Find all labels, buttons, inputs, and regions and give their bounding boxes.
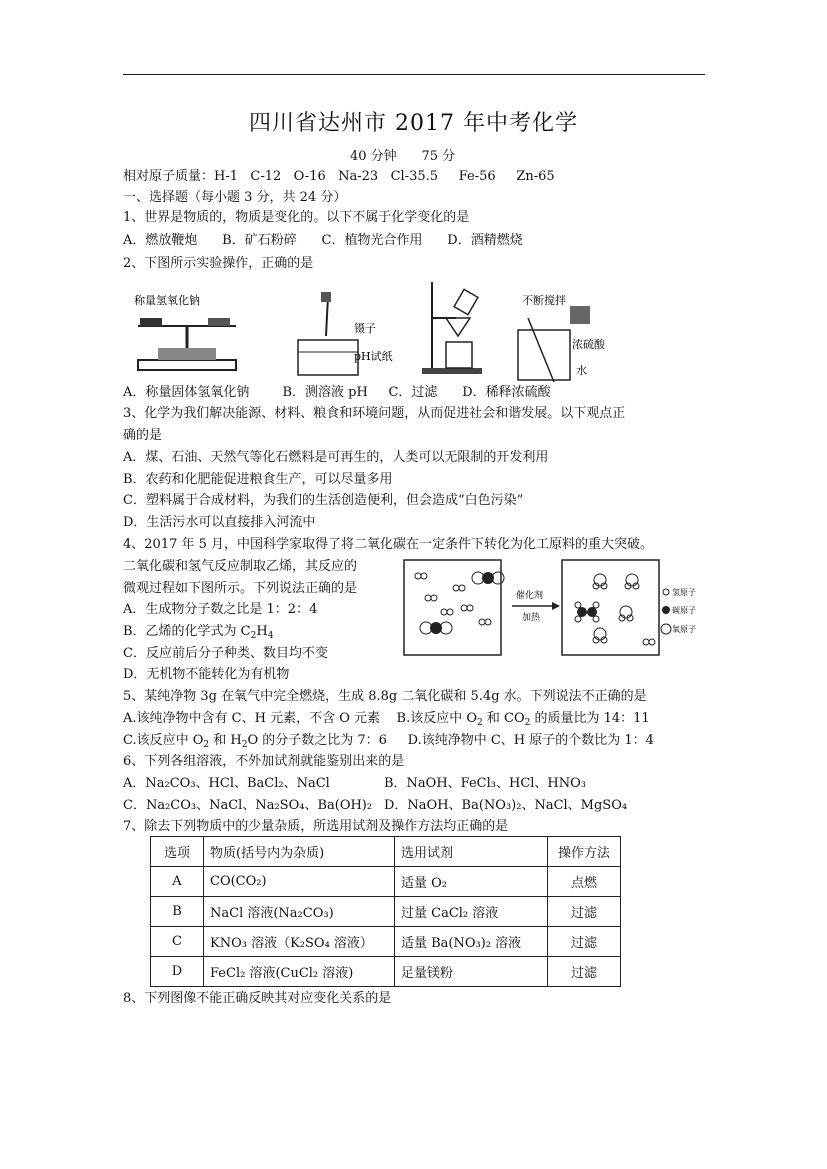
q3-option-c: C．塑料属于合成材料，为我们的生活创造便利，但会造成“白色污染” (123, 493, 524, 508)
q7-table (150, 836, 621, 987)
table-cell: NaCl 溶液(Na₂CO₃) (204, 897, 395, 927)
table-cell: 适量 Ba(NO₃)₂ 溶液 (395, 927, 548, 957)
q3-option-a: A．煤、石油、天然气等化石燃料是可再生的，人类可以无限制的开发利用 (123, 450, 549, 465)
reaction-diagram (404, 558, 696, 658)
ph-paper-label: pH试纸 (354, 350, 393, 363)
q1-options: A．燃放鞭炮 B．矿石粉碎 C．植物光合作用 D．酒精燃烧 (123, 233, 523, 248)
q3-stem-line1: 3、化学为我们解决能源、材料、粮食和环境问题，从而促进社会和谐发展。以下观点正 (123, 406, 626, 421)
arrow-label-heat: 加热 (522, 613, 541, 623)
legend-carbon: 碳原子 (672, 606, 696, 615)
q3-option-d: D．生活污水可以直接排入河流中 (123, 515, 316, 530)
q8-stem: 8、下列图像不能正确反映其对应变化关系的是 (123, 991, 392, 1006)
arrow-label-catalyst: 催化剂 (516, 591, 544, 601)
q2-options: A．称量固体氢氧化钠 B．测溶液 pH C．过滤 D．稀释浓硫酸 (123, 385, 551, 400)
q4-option-b: B．乙烯的化学式为 $C_2H_4$ (123, 624, 274, 641)
q4-option-d: D．无机物不能转化为有机物 (123, 667, 290, 682)
table-row (151, 927, 621, 957)
table-cell: B (151, 897, 204, 927)
q6-option-b: B．NaOH、FeCl₃、HCl、HNO₃ (384, 776, 587, 791)
time-score: 40 分钟 75 分 (350, 149, 456, 164)
table-row (151, 897, 621, 927)
balance-figure (128, 290, 246, 380)
atomic-mass: 相对原子质量：H-1 C-12 O-16 Na-23 Cl-35.5 Fe-56 Zn-65 (123, 169, 555, 184)
balance-label: 称量氢氧化钠 (134, 294, 200, 307)
q6-stem: 6、下列各组溶液，不外加试剂就能鉴别出来的是 (123, 754, 405, 769)
q5-options-ab: A.该纯净物中含有 C、H 元素，不含 O 元素 B.该反应中 $O_2$ 和 $CO_2$ 的质量比为 14：11 (123, 711, 650, 728)
table-cell: 点燃 (548, 867, 621, 897)
q6-option-a: A．Na₂CO₃、HCl、BaCl₂、NaCl (123, 776, 330, 791)
table-cell: D (151, 957, 204, 987)
q4-option-a: A．生成物分子数之比是 1：2：4 (123, 602, 318, 617)
acid-label: 浓硫酸 (572, 338, 605, 351)
stir-label: 不断搅拌 (522, 294, 566, 307)
q6-option-d: D．NaOH、Ba(NO₃)₂、NaCl、MgSO₄ (384, 798, 628, 813)
table-cell: KNO₃ 溶液（K₂SO₄ 溶液） (204, 927, 395, 957)
page-title: 四川省达州市 2017 年中考化学 (249, 111, 578, 136)
table-cell: 适量 O₂ (395, 867, 548, 897)
table-row (151, 957, 621, 987)
q4-stem-line2: 二氧化碳和氢气反应制取乙烯，其反应的 (123, 559, 358, 574)
table-cell: FeCl₂ 溶液(CuCl₂ 溶液) (204, 957, 395, 987)
table-cell: C (151, 927, 204, 957)
tweezers-label: 镊子 (354, 322, 376, 335)
q4-stem-line3: 微观过程如下图所示。下列说法正确的是 (123, 581, 358, 596)
q4-option-c: C．反应前后分子种类、数目均不变 (123, 646, 328, 661)
table-header-cell: 选用试剂 (395, 837, 548, 867)
q4-stem-line1: 4、2017 年 5 月，中国科学家取得了将二氧化碳在一定条件下转化为化工原料的重大突破。 (123, 537, 654, 552)
table-cell: 过滤 (548, 897, 621, 927)
q3-option-b: B．农药和化肥能促进粮食生产，可以尽量多用 (123, 472, 393, 487)
table-cell: 过滤 (548, 927, 621, 957)
top-rule (123, 74, 705, 75)
section-heading: 一、选择题（每小题 3 分，共 24 分） (123, 190, 347, 205)
table-cell: 足量镁粉 (395, 957, 548, 987)
dilute-acid-figure (510, 290, 610, 390)
legend-oxygen: 氧原子 (672, 625, 696, 634)
table-cell: 过量 CaCl₂ 溶液 (395, 897, 548, 927)
q5-options-cd: C.该反应中 $O_2$ 和 $H_2O$ 的分子数之比为 7：6 D.该纯净物中 C、H 原子的个数比为 1：4 (123, 733, 654, 750)
water-label: 水 (576, 364, 587, 377)
table-row (151, 867, 621, 897)
q2-stem: 2、下图所示实验操作，正确的是 (123, 256, 314, 271)
filter-figure (418, 278, 498, 378)
q1-stem: 1、世界是物质的，物质是变化的。以下不属于化学变化的是 (123, 210, 470, 225)
table-header-cell: 物质(括号内为杂质) (204, 837, 395, 867)
table-header-row (151, 837, 621, 867)
table-cell: A (151, 867, 204, 897)
q7-stem: 7、除去下列物质中的少量杂质，所选用试剂及操作方法均正确的是 (123, 819, 509, 834)
q5-stem: 5、某纯净物 3g 在氧气中完全燃烧，生成 8.8g 二氧化碳和 5.4g 水。下列说法不正确的是 (123, 689, 647, 704)
ph-test-figure (288, 290, 408, 380)
table-cell: 过滤 (548, 957, 621, 987)
q3-stem-line2: 确的是 (123, 428, 163, 443)
legend-hydrogen: 氢原子 (672, 588, 696, 597)
q6-option-c: C．Na₂CO₃、NaCl、Na₂SO₄、Ba(OH)₂ (123, 798, 373, 813)
table-header-cell: 选项 (151, 837, 204, 867)
table-cell: CO(CO₂) (204, 867, 395, 897)
table-header-cell: 操作方法 (548, 837, 621, 867)
